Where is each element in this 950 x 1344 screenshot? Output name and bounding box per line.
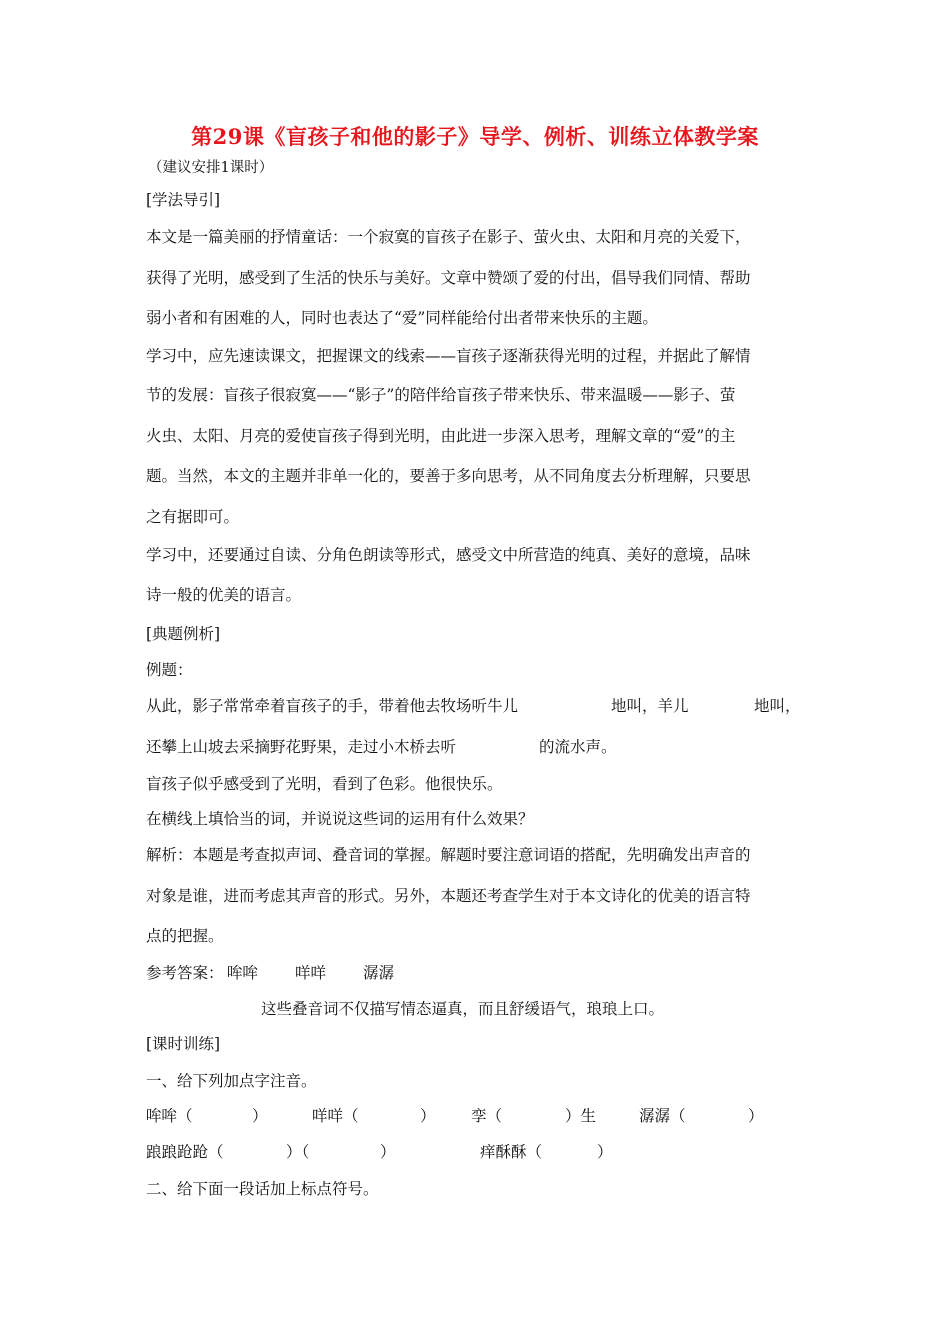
answer-word: 哞哞 — [227, 964, 259, 982]
pinyin-blank: ） — [252, 1107, 268, 1125]
answer-word: 咩咩 — [295, 964, 327, 982]
analysis-line: 对象是谁，进而考虑其声音的形式。另外，本题还考查学生对于本文诗化的优美的语言特 — [146, 887, 751, 905]
paragraph-line: 节的发展：盲孩子很寂寞——“影子”的陪伴给盲孩子带来快乐、带来温暖——影子、萤 — [146, 386, 736, 404]
pinyin-blank: 潺潺（ — [639, 1107, 686, 1125]
pinyin-blank: ）生 — [565, 1107, 597, 1125]
answer-note: 这些叠音词不仅描写情态逼真，而且舒缓语气，琅琅上口。 — [261, 1000, 665, 1018]
example-text: 从此，影子常常牵着盲孩子的手，带着他去牧场听牛儿 — [146, 697, 519, 715]
document-title: 第29课《盲孩子和他的影子》导学、例析、训练立体教学案 — [191, 124, 759, 149]
paragraph-line: 题。当然，本文的主题并非单一化的，要善于多向思考，从不同角度去分析理解，只要思 — [146, 467, 751, 485]
paragraph-line: 学习中，应先速读课文，把握课文的线索——盲孩子逐渐获得光明的过程，并据此了解情 — [146, 347, 751, 365]
paragraph-line: 弱小者和有困难的人，同时也表达了“爱”同样能给付出者带来快乐的主题。 — [146, 309, 658, 327]
section-heading-guide: [学法导引] — [146, 191, 221, 209]
pinyin-blank: ） — [597, 1143, 613, 1161]
paragraph-line: 诗一般的优美的语言。 — [146, 586, 302, 604]
example-question: 在横线上填恰当的词，并说说这些词的运用有什么效果？ — [146, 810, 534, 828]
pinyin-blank: ）（ — [286, 1143, 310, 1161]
example-text: 地叫，羊儿 — [611, 697, 689, 715]
pinyin-blank: ） — [380, 1143, 396, 1161]
example-text: 的流水声。 — [539, 738, 617, 756]
pinyin-blank: 咩咩（ — [312, 1107, 359, 1125]
example-text: 盲孩子似乎感受到了光明，看到了色彩。他很快乐。 — [146, 775, 503, 793]
practice-question: 二、给下面一段话加上标点符号。 — [146, 1180, 379, 1198]
paragraph-line: 火虫、太阳、月亮的爱使盲孩子得到光明，由此进一步深入思考，理解文章的“爱”的主 — [146, 427, 736, 445]
example-label: 例题： — [146, 661, 193, 679]
pinyin-blank: ） — [748, 1107, 764, 1125]
pinyin-blank: 踉踉跄跄（ — [146, 1143, 224, 1161]
example-text: 地叫， — [754, 697, 801, 715]
section-heading-practice: [课时训练] — [146, 1035, 221, 1053]
answer-word: 潺潺 — [363, 964, 395, 982]
document-subtitle: （建议安排1课时） — [148, 160, 274, 176]
practice-question: 一、给下列加点字注音。 — [146, 1072, 317, 1090]
paragraph-line: 本文是一篇美丽的抒情童话：一个寂寞的盲孩子在影子、萤火虫、太阳和月亮的关爱下， — [146, 228, 751, 246]
section-heading-example: [典题例析] — [146, 625, 221, 643]
analysis-line: 解析：本题是考查拟声词、叠音词的掌握。解题时要注意词语的搭配，先明确发出声音的 — [146, 846, 751, 864]
example-text: 还攀上山坡去采摘野花野果，走过小木桥去听 — [146, 738, 457, 756]
paragraph-line: 获得了光明，感受到了生活的快乐与美好。文章中赞颂了爱的付出，倡导我们同情、帮助 — [146, 269, 751, 287]
pinyin-blank: 痒酥酥（ — [480, 1143, 543, 1161]
paragraph-line: 之有据即可。 — [146, 508, 240, 526]
pinyin-blank: 孪（ — [471, 1107, 503, 1125]
pinyin-blank: 哞哞（ — [146, 1107, 193, 1125]
analysis-line: 点的把握。 — [146, 927, 224, 945]
pinyin-blank: ） — [420, 1107, 436, 1125]
answer-label: 参考答案： — [146, 964, 224, 982]
paragraph-line: 学习中，还要通过自读、分角色朗读等形式，感受文中所营造的纯真、美好的意境，品味 — [146, 546, 751, 564]
